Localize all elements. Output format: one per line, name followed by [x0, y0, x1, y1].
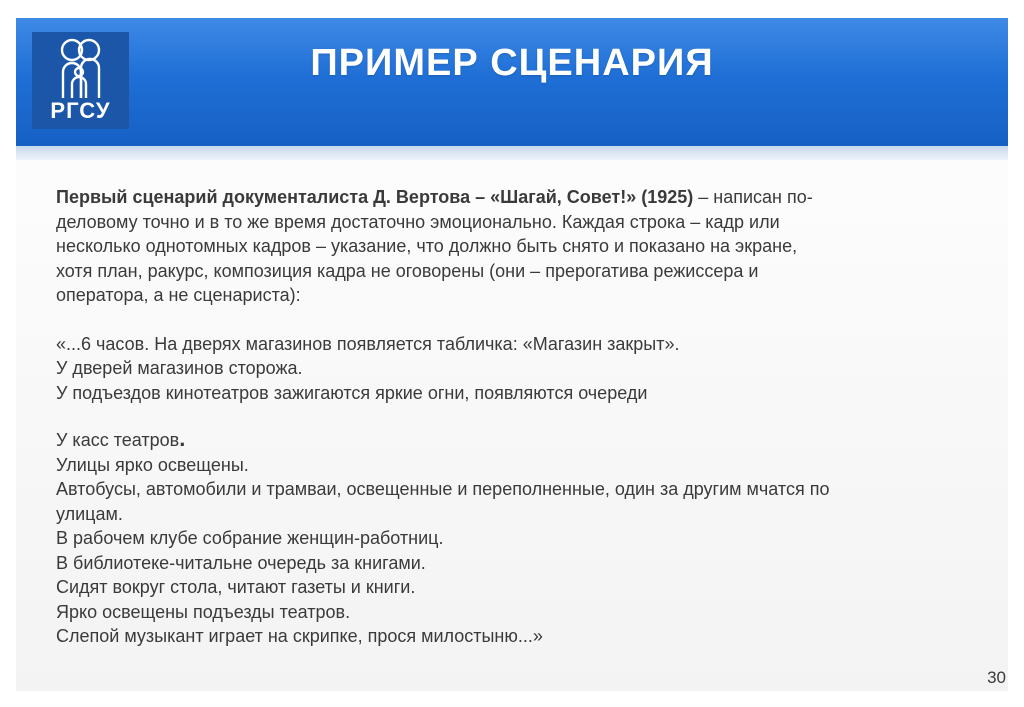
- quote-line: Автобусы, автомобили и трамваи, освещенные и переполненные, один за другим мчатся по: [56, 479, 830, 499]
- quote-line: У касс театров: [56, 430, 180, 450]
- quote-block-a: [56, 332, 976, 406]
- page-number: 30: [987, 668, 1006, 687]
- quote-line: Ярко освещены подъезды театров.: [56, 601, 351, 622]
- intro-line: несколько однотомных кадров – указание, что должно быть снято и показано на экране,: [56, 236, 798, 256]
- quote-line: Улицы ярко освещены.: [56, 454, 249, 475]
- quote-line: В рабочем клубе собрание женщин-работниц.: [56, 528, 444, 548]
- slide-title: ПРИМЕР СЦЕНАРИЯ: [310, 42, 714, 84]
- intro-bold-text: Первый сценарий документалиста Д. Вертова – «Шагай, Совет!» (1925): [56, 187, 694, 207]
- quote-line: В библиотеке-читальне очередь за книгами.: [56, 552, 426, 573]
- quote-block-b: [56, 427, 976, 649]
- intro-line: – написан по-: [693, 187, 813, 207]
- intro-line: хотя план, ракурс, композиция кадра не оговорены (они – прерогатива режиссера и: [56, 260, 759, 281]
- quote-line: У подъездов кинотеатров зажигаются яркие огни, появляются очереди: [56, 382, 648, 403]
- quote-line: Слепой музыкант играет на скрипке, прося милостыню...»: [56, 626, 543, 646]
- quote-line: улицам.: [56, 503, 123, 524]
- logo-text: РГСУ: [50, 98, 111, 123]
- slide-content: [56, 185, 976, 649]
- quote-dot: .: [179, 426, 186, 451]
- quote-line: Сидят вокруг стола, читают газеты и книги.: [56, 577, 416, 597]
- intro-line: деловому точно и в то же время достаточно эмоционально. Каждая строка – кадр или: [56, 211, 780, 232]
- header-shadow: [16, 146, 1008, 160]
- intro-line: оператора, а не сценариста):: [56, 285, 301, 305]
- quote-line: «...6 часов. На дверях магазинов появляется табличка: «Магазин закрыт».: [56, 333, 680, 354]
- header-bar: [16, 18, 1008, 146]
- quote-line: У дверей магазинов сторожа.: [56, 358, 303, 378]
- intro-paragraph: [56, 185, 976, 308]
